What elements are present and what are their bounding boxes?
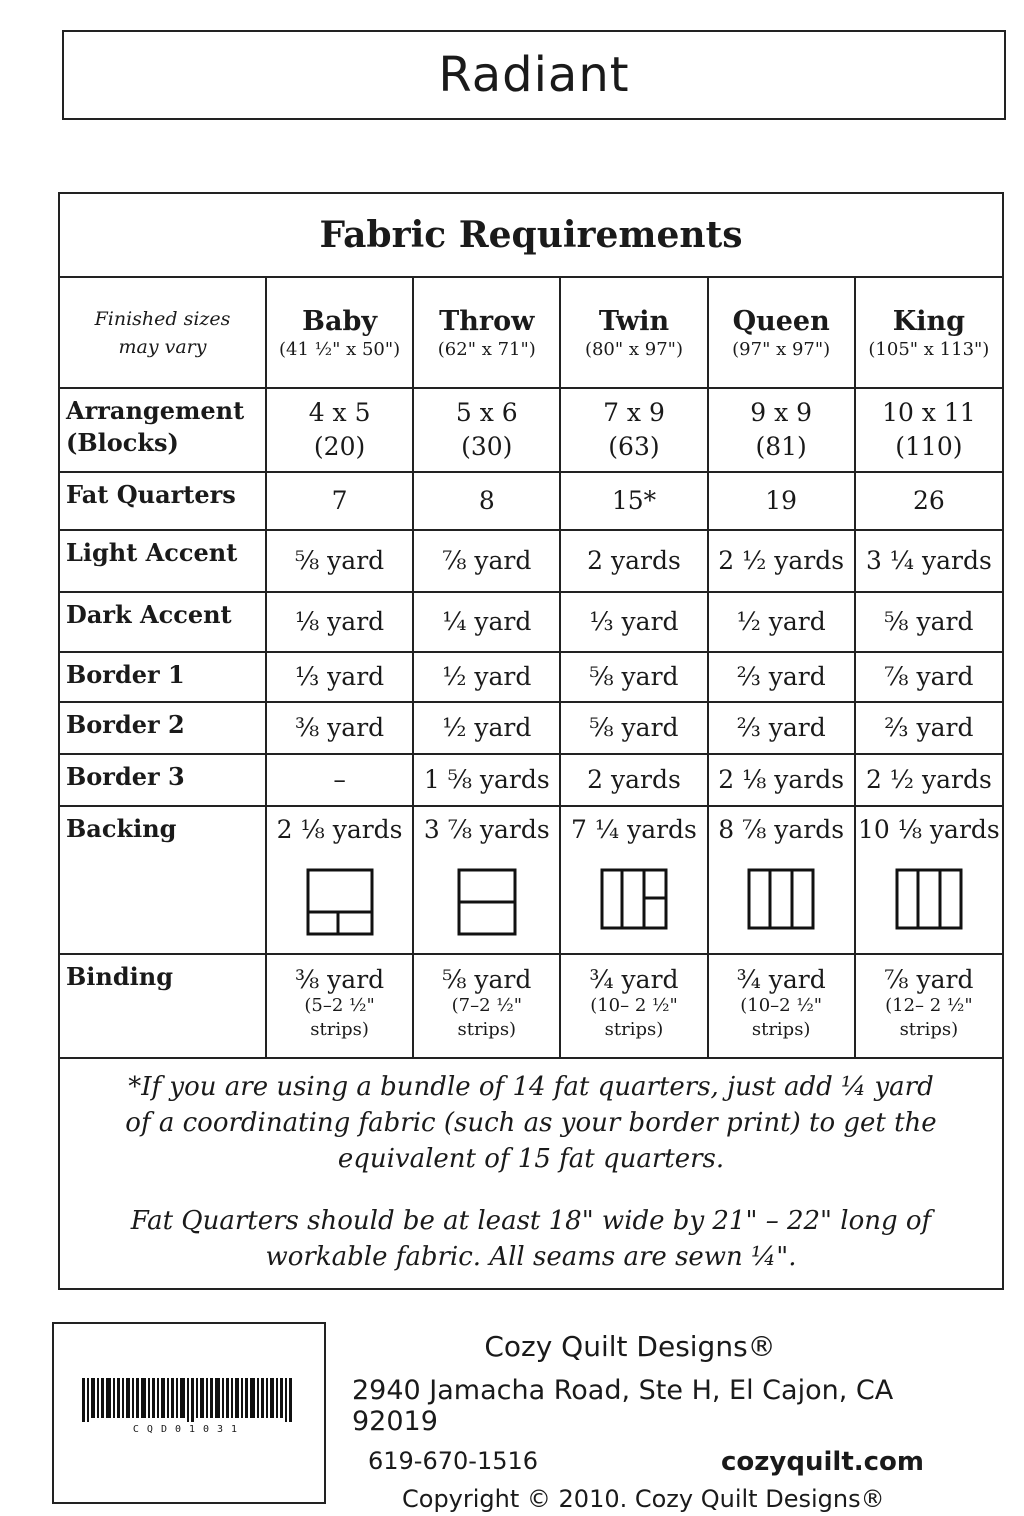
company-name: Cozy Quilt Designs® — [484, 1330, 776, 1363]
table-cell — [708, 388, 855, 472]
table-cell: ½ yard — [413, 702, 560, 754]
cell-detail: strips) — [899, 1019, 959, 1040]
table-cell — [855, 806, 1002, 954]
cell-value: 5 x 6 — [455, 398, 518, 427]
size-dims: (105" x 113") — [868, 338, 990, 360]
cell-value: ⅝ yard — [442, 965, 532, 994]
table-cell: ½ yard — [413, 652, 560, 702]
border-1-row — [60, 652, 1002, 702]
cell-subvalue: (110) — [895, 432, 963, 461]
cell-value: 7 ¼ yards — [571, 815, 697, 844]
row-label — [60, 388, 266, 472]
size-name: King — [892, 305, 965, 337]
requirements-title: Fabric Requirements — [60, 194, 1002, 278]
table-cell: ⅔ yard — [708, 702, 855, 754]
table-cell — [413, 806, 560, 954]
cell-subvalue: (81) — [755, 432, 807, 461]
footnote-fat-quarters: Fat Quarters should be at least 18" wide by 21" – 22" long of workable fabric. All seams are sewn ¼". — [130, 1206, 932, 1272]
table-cell: 26 — [855, 472, 1002, 530]
binding-row — [60, 954, 1002, 1058]
table-cell: ⅓ yard — [266, 652, 413, 702]
table-cell: 1 ⅝ yards — [413, 754, 560, 806]
cell-subvalue: (20) — [313, 432, 366, 461]
table-cell: 3 ¼ yards — [855, 530, 1002, 592]
size-name: Throw — [439, 305, 535, 337]
cell-value: 10 ⅛ yards — [858, 815, 1000, 844]
size-baby — [266, 278, 413, 388]
arrangement-label-2: (Blocks) — [66, 428, 179, 457]
row-label: Binding — [60, 954, 266, 1058]
arrangement-label-1: Arrangement — [66, 396, 245, 425]
table-cell — [266, 806, 413, 954]
cell-subvalue: (30) — [461, 432, 513, 461]
cell-detail: (7–2 ½" — [451, 995, 522, 1016]
row-label: Dark Accent — [60, 592, 266, 652]
title-box — [62, 30, 1006, 120]
table-cell — [708, 954, 855, 1058]
size-king — [855, 278, 1002, 388]
backing-king-icon — [895, 868, 963, 930]
cell-value: ¾ yard — [589, 965, 679, 994]
table-cell: 8 — [413, 472, 560, 530]
row-label: Border 3 — [60, 754, 266, 806]
cell-value: ¾ yard — [736, 965, 826, 994]
row-label: Fat Quarters — [60, 472, 266, 530]
footnote-bundle: *If you are using a bundle of 14 fat quarters, just add ¼ yard of a coordinating fabric (such as your border print) to get the equivalent of 15 fat quarters. — [125, 1072, 937, 1174]
table-cell — [855, 954, 1002, 1058]
company-address: 2940 Jamacha Road, Ste H, El Cajon, CA 92019 — [352, 1375, 894, 1437]
company-phone: 619-670-1516 — [368, 1447, 539, 1475]
footnote — [60, 1059, 1002, 1275]
border-2-row — [60, 702, 1002, 754]
cell-value: ⅜ yard — [295, 965, 385, 994]
cell-detail: (10–2 ½" — [740, 995, 823, 1016]
table-cell — [413, 388, 560, 472]
cell-detail: (12– 2 ½" — [885, 995, 973, 1016]
table-cell: ⅜ yard — [266, 702, 413, 754]
table-cell: 2 yards — [560, 754, 707, 806]
table-cell — [266, 954, 413, 1058]
cell-value: 4 x 5 — [308, 398, 371, 427]
copyright: Copyright © 2010. Cozy Quilt Designs® — [402, 1485, 885, 1513]
table-cell: 2 yards — [560, 530, 707, 592]
table-cell — [708, 806, 855, 954]
size-name: Twin — [598, 305, 670, 337]
row-label: Border 2 — [60, 702, 266, 754]
backing-row — [60, 806, 1002, 954]
cell-detail: strips) — [457, 1019, 517, 1040]
arrangement-row — [60, 388, 1002, 472]
size-note — [60, 278, 266, 388]
cell-value: 3 ⅞ yards — [423, 815, 550, 844]
cell-value: 9 x 9 — [750, 398, 813, 427]
cell-detail: strips) — [604, 1019, 664, 1040]
cell-value: 10 x 11 — [882, 398, 976, 427]
cell-value: 8 ⅞ yards — [718, 815, 845, 844]
cell-detail: (10– 2 ½" — [590, 995, 678, 1016]
backing-baby-icon — [306, 868, 374, 936]
barcode-number: CQD01031 — [132, 1424, 246, 1435]
table-cell — [560, 806, 707, 954]
barcode-icon — [82, 1378, 296, 1422]
row-label: Border 1 — [60, 652, 266, 702]
cell-value: 7 x 9 — [603, 398, 665, 427]
requirements-table — [60, 278, 1002, 1059]
table-cell: ⅞ yard — [855, 652, 1002, 702]
size-name: Baby — [302, 305, 378, 337]
cell-detail: (5–2 ½" — [304, 995, 375, 1016]
light-accent-row — [60, 530, 1002, 592]
dark-accent-row — [60, 592, 1002, 652]
table-cell: ⅝ yard — [266, 530, 413, 592]
table-cell — [560, 954, 707, 1058]
table-cell: ⅞ yard — [413, 530, 560, 592]
cell-value: 2 ⅛ yards — [276, 815, 403, 844]
table-cell: ⅝ yard — [560, 702, 707, 754]
table-cell: ⅝ yard — [560, 652, 707, 702]
cell-value: ⅞ yard — [884, 965, 974, 994]
fabric-requirements-box — [58, 192, 1004, 1290]
table-cell: ½ yard — [708, 592, 855, 652]
table-cell — [560, 388, 707, 472]
table-cell: ⅝ yard — [855, 592, 1002, 652]
row-label: Light Accent — [60, 530, 266, 592]
table-cell: 2 ½ yards — [855, 754, 1002, 806]
cell-subvalue: (63) — [608, 432, 660, 461]
pattern-title: Radiant — [438, 47, 630, 103]
company-info — [340, 1330, 980, 1513]
size-dims: (62" x 71") — [437, 338, 536, 360]
size-dims: (97" x 97") — [732, 338, 831, 360]
size-queen — [708, 278, 855, 388]
size-header-row — [60, 278, 1002, 388]
backing-twin-icon — [600, 868, 668, 930]
fat-quarters-row — [60, 472, 1002, 530]
table-cell: ¼ yard — [413, 592, 560, 652]
size-throw — [413, 278, 560, 388]
table-cell — [855, 388, 1002, 472]
size-twin — [560, 278, 707, 388]
size-dims: (41 ½" x 50") — [279, 338, 401, 360]
size-dims: (80" x 97") — [584, 338, 683, 360]
table-cell: 15* — [560, 472, 707, 530]
contact-row — [340, 1447, 980, 1477]
size-name: Queen — [732, 305, 830, 337]
table-cell: ⅛ yard — [266, 592, 413, 652]
backing-throw-icon — [457, 868, 517, 936]
cell-detail: strips) — [310, 1019, 369, 1040]
table-cell: 19 — [708, 472, 855, 530]
size-note-line-2: may vary — [118, 335, 207, 358]
backing-queen-icon — [747, 868, 815, 930]
table-cell — [266, 388, 413, 472]
table-cell: ⅓ yard — [560, 592, 707, 652]
table-cell: 2 ⅛ yards — [708, 754, 855, 806]
table-cell: ⅔ yard — [708, 652, 855, 702]
size-note-line-1: Finished sizes — [94, 307, 231, 330]
row-label: Backing — [60, 806, 266, 954]
table-cell: – — [266, 754, 413, 806]
table-cell — [413, 954, 560, 1058]
table-cell: 7 — [266, 472, 413, 530]
border-3-row — [60, 754, 1002, 806]
table-cell: ⅔ yard — [855, 702, 1002, 754]
table-cell: 2 ½ yards — [708, 530, 855, 592]
cell-detail: strips) — [751, 1019, 811, 1040]
company-website: cozyquilt.com — [721, 1447, 924, 1477]
